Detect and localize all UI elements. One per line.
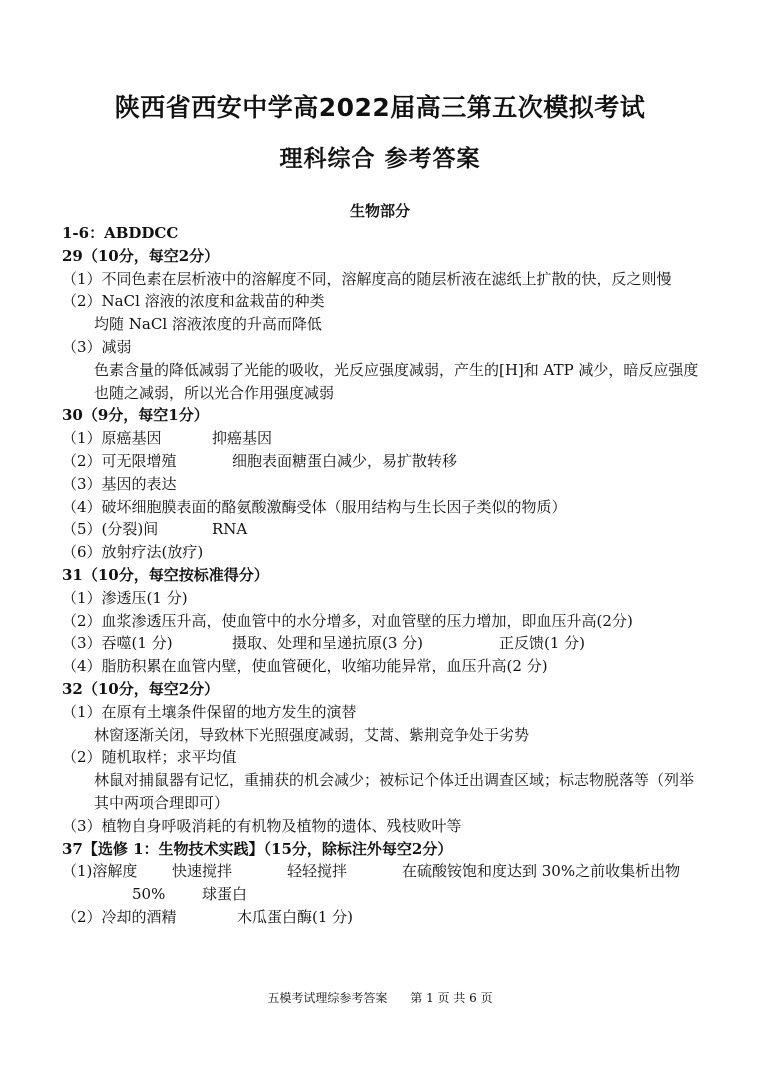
q32-heading: 32（10分，每空2分） [62, 679, 220, 698]
q37-answer-1d: 在硫酸铵饱和度达到 30%之前收集析出物 [402, 862, 681, 881]
q30-answer-5a: （5）(分裂)间 [62, 520, 159, 539]
q30-answer-1b: 抑癌基因 [212, 429, 273, 448]
q37-answer-1-cont [62, 883, 702, 906]
q37-answer-1 [62, 860, 702, 883]
q30-answer-2a: （2）可无限增殖 [62, 451, 177, 470]
q31-answer-3a: （3）吞噬(1 分) [62, 634, 173, 653]
q37-answer-1f: 球蛋白 [202, 885, 248, 904]
q29-answer-1: （1）不同色素在层析液中的溶解度不同，溶解度高的随层析液在滤纸上扩散的快，反之则慢 [62, 269, 672, 288]
q30-answer-2 [62, 450, 702, 473]
q29-answer-3: （3）减弱 [62, 337, 132, 356]
q30-answer-5b: RNA [212, 520, 248, 539]
exam-subtitle: 理科综合 参考答案 [279, 145, 481, 172]
q37-answer-2 [62, 906, 702, 929]
answer-content [62, 222, 702, 929]
exam-title: 陕西省西安中学高2022届高三第五次模拟考试 [114, 93, 646, 122]
q37-heading: 37【选修 1：生物技术实践】（15分，除标注外每空2分） [62, 839, 453, 858]
q37-answer-2b: 木瓜蛋白酶(1 分) [237, 907, 354, 926]
footer-doc-name: 五模考试理综参考答案 [267, 991, 388, 1005]
q30-answer-3: （3）基因的表达 [62, 474, 177, 493]
q29-answer-2: （2）NaCl 溶液的浓度和盆栽苗的种类 [62, 292, 325, 311]
q32-answer-1b: 林窗逐渐关闭，导致林下光照强度减弱，艾蒿、紫荆竞争处于劣势 [94, 725, 530, 744]
q30-answer-2b: 细胞表面糖蛋白减少，易扩散转移 [232, 451, 458, 470]
q32-answer-2: （2）随机取样；求平均值 [62, 748, 237, 767]
q31-answer-3 [62, 632, 702, 655]
q31-answer-3c: 正反馈(1 分) [499, 634, 586, 653]
q31-answer-1: （1）渗透压(1 分) [62, 588, 188, 607]
footer-page-number: 第 1 页 共 6 页 [410, 991, 493, 1005]
q29-heading: 29（10分，每空2分） [62, 246, 220, 265]
page-footer [0, 989, 760, 1006]
q30-heading: 30（9分，每空1分） [62, 406, 209, 425]
q37-answer-1a: （1)溶解度 [62, 862, 138, 881]
q37-answer-1b: 快速搅拌 [172, 862, 233, 881]
q30-answer-1 [62, 427, 702, 450]
q31-answer-3b: 摄取、处理和呈递抗原(3 分) [232, 634, 424, 653]
q30-answer-4: （4）破坏细胞膜表面的酪氨酸激酶受体（服用结构与生长因子类似的物质） [62, 497, 567, 516]
q29-answer-3b: 色素含量的降低减弱了光能的吸收，光反应强度减弱，产生的[H]和 ATP 减少，暗反应强度也随之减弱，所以光合作用强度减弱 [94, 360, 699, 402]
q37-answer-1e: 50% [132, 885, 166, 904]
q37-answer-2a: （2）冷却的酒精 [62, 907, 177, 926]
q37-answer-1c: 轻轻搅拌 [287, 862, 348, 881]
q30-answer-6: （6）放射疗法(放疗) [62, 543, 204, 562]
q30-answer-5 [62, 518, 702, 541]
q30-answer-1a: （1）原癌基因 [62, 429, 162, 448]
q32-answer-3: （3）植物自身呼吸消耗的有机物及植物的遗体、残枝败叶等 [62, 816, 462, 835]
mc-answers: 1-6：ABDDCC [62, 224, 179, 242]
q32-answer-1: （1）在原有土壤条件保留的地方发生的演替 [62, 702, 357, 721]
q29-answer-2b: 均随 NaCl 溶液浓度的升高而降低 [94, 315, 322, 334]
q31-answer-2: （2）血浆渗透压升高，使血管中的水分增多，对血管壁的压力增加，即血压升高(2分) [62, 611, 633, 630]
q32-answer-2b: 林鼠对捕鼠器有记忆，重捕获的机会减少；被标记个体迁出调查区域；标志物脱落等（列举其中两项合理即可） [94, 771, 695, 812]
section-heading: 生物部分 [349, 202, 410, 220]
q31-heading: 31（10分，每空按标准得分） [62, 565, 269, 584]
q31-answer-4: （4）脂肪积累在血管内壁，使血管硬化，收缩功能异常，血压升高(2 分) [62, 657, 548, 676]
